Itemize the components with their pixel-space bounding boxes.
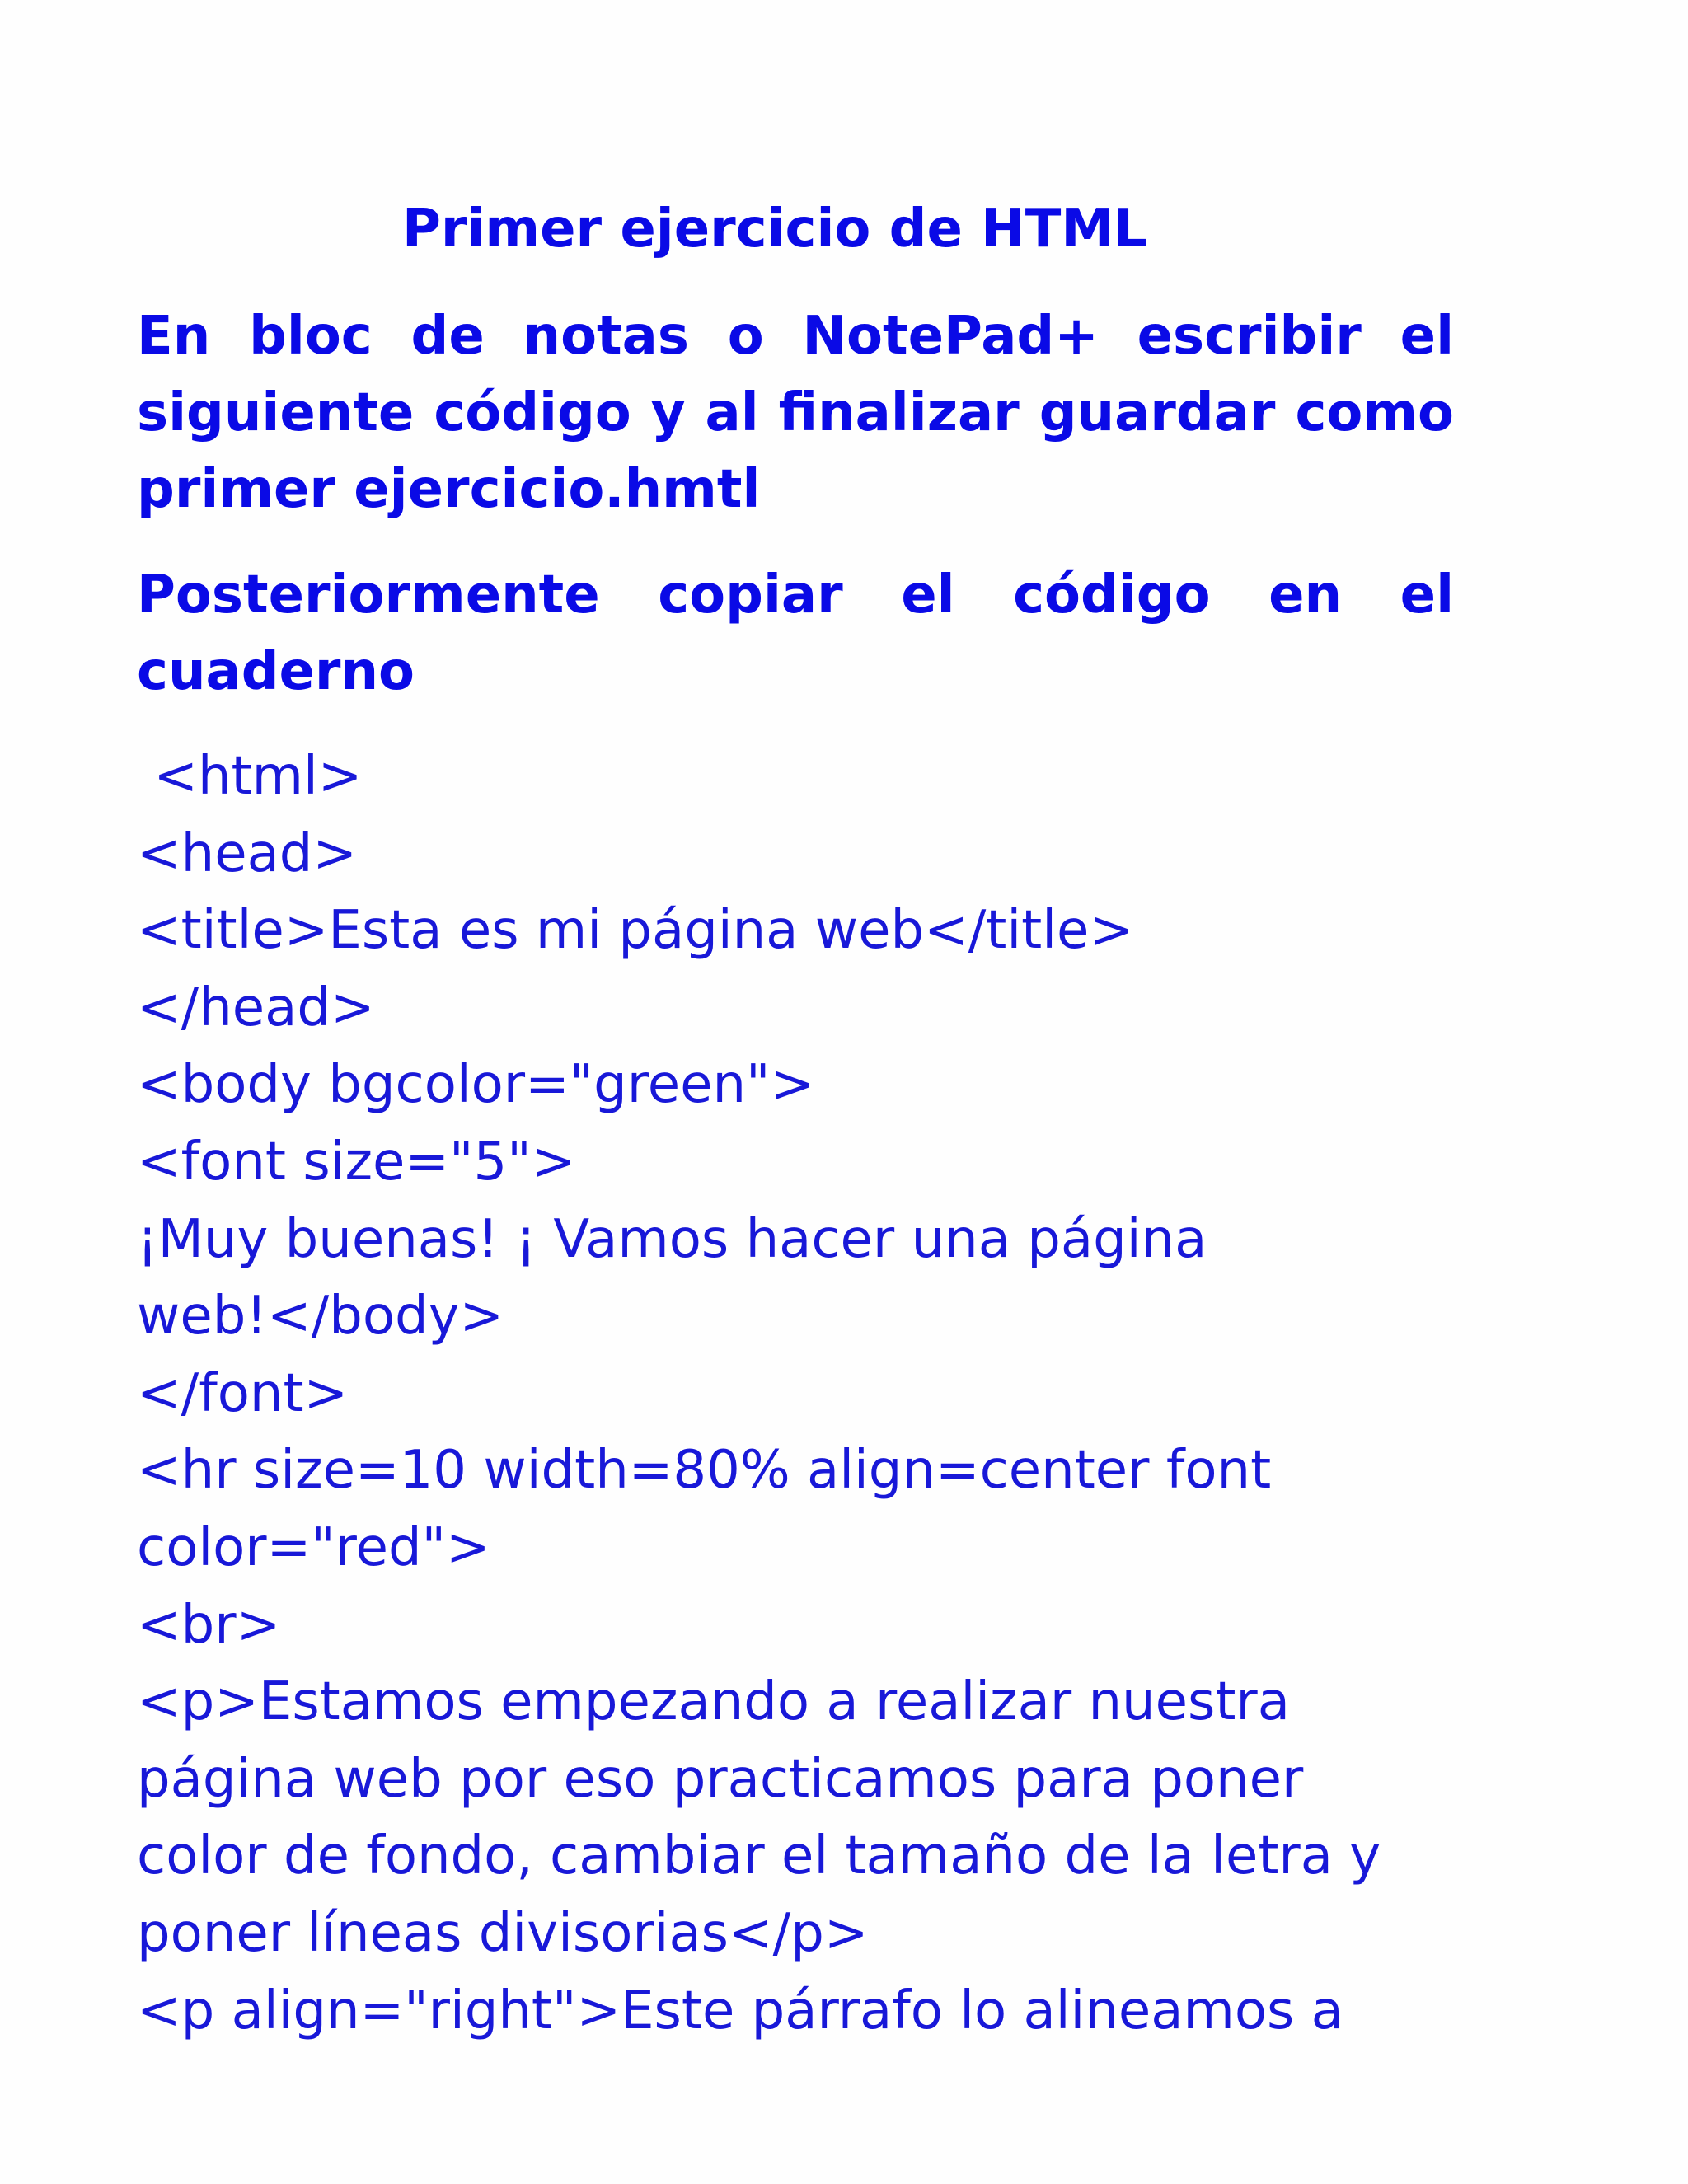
code-listing bbox=[137, 738, 1554, 2050]
code-line: <hr size=10 width=80% align=center font bbox=[137, 1440, 1272, 1502]
code-line: ¡Muy buenas! ¡ Vamos hacer una página bbox=[137, 1208, 1207, 1270]
code-line: </head> bbox=[137, 977, 375, 1038]
document-title: Primer ejercicio de HTML bbox=[402, 199, 1147, 260]
code-line: <p align="right">Este párrafo lo alineamos a bbox=[137, 1980, 1343, 2041]
code-line: color="red"> bbox=[137, 1516, 490, 1578]
code-line: color de fondo, cambiar el tamaño de la letra y bbox=[137, 1825, 1381, 1887]
code-line: <font size="5"> bbox=[137, 1131, 576, 1193]
code-line: web!</body> bbox=[137, 1286, 504, 1347]
code-line: <p>Estamos empezando a realizar nuestra bbox=[137, 1671, 1290, 1733]
code-line: <title>Esta es mi página web</title> bbox=[137, 900, 1133, 962]
instruction-paragraph-2: Posteriormente copiar el código en el cuaderno bbox=[137, 565, 1454, 702]
code-line: página web por eso practicamos para poner bbox=[137, 1748, 1304, 1810]
code-line: poner líneas divisorias</p> bbox=[137, 1902, 869, 1964]
code-line: <br> bbox=[137, 1594, 281, 1656]
code-line: <html> bbox=[137, 746, 363, 807]
instruction-paragraph-1: En bloc de notas o NotePad+ escribir el siguiente código y al finalizar guardar como primer ejercicio.hmtl bbox=[137, 306, 1454, 520]
code-line: <head> bbox=[137, 823, 358, 884]
code-line: </font> bbox=[137, 1362, 349, 1424]
code-line: <body bgcolor="green"> bbox=[137, 1054, 815, 1116]
